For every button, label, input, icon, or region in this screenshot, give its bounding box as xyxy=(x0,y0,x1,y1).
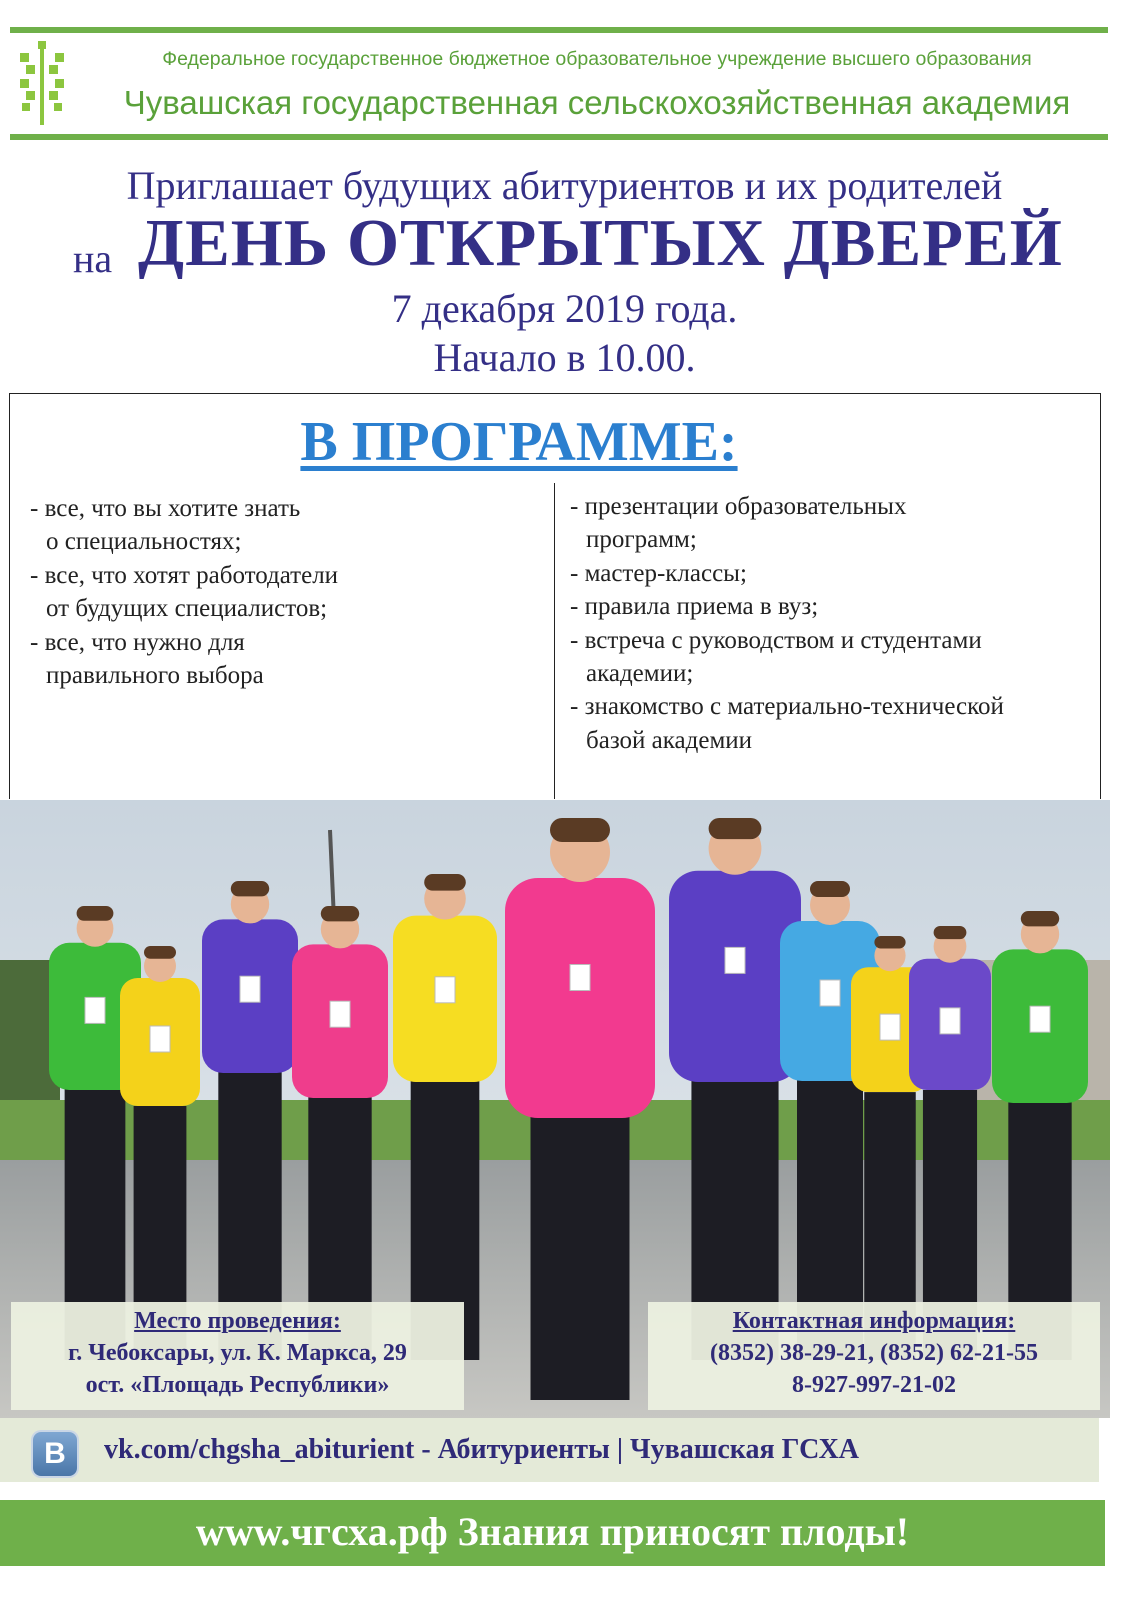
program-left-list xyxy=(30,492,338,692)
list-item: - правила приема в вуз; xyxy=(570,593,819,621)
header-academy-name: Чувашская государственная сельскохозяйственная академия xyxy=(123,84,1071,121)
venue-title: Место проведения: xyxy=(134,1308,341,1334)
contact-phones: (8352) 38-29-21, (8352) 62-21-55 xyxy=(710,1340,1038,1366)
contact-panel xyxy=(648,1302,1100,1410)
venue-panel xyxy=(11,1302,464,1410)
list-item: от будущих специалистов; xyxy=(46,595,328,623)
list-item: - все, что нужно для xyxy=(30,628,245,656)
event-title: ДЕНЬ ОТКРЫТЫХ ДВЕРЕЙ xyxy=(138,206,1063,280)
list-item: - презентации образовательных xyxy=(570,493,907,520)
program-right-list xyxy=(570,490,1004,757)
list-item: базой академии xyxy=(586,726,753,754)
header-institution-type: Федеральное государственное бюджетное образовательное учреждение высшего образования xyxy=(162,48,1032,70)
event-date: 7 декабря 2019 года. xyxy=(391,286,738,331)
vk-link[interactable]: vk.com/chgsha_abiturient - Абитуриенты | Чувашская ГСХА xyxy=(104,1434,860,1465)
venue-address: г. Чебоксары, ул. К. Маркса, 29 xyxy=(68,1340,407,1366)
program-column-divider xyxy=(554,483,555,799)
list-item: - встреча с руководством и студентами xyxy=(570,626,982,654)
venue-stop: ост. «Площадь Республики» xyxy=(85,1372,390,1398)
event-start-time: Начало в 10.00. xyxy=(433,335,696,380)
event-prefix: на xyxy=(73,236,113,281)
header-top-rule xyxy=(10,27,1108,33)
list-item: программ; xyxy=(586,526,697,554)
list-item: академии; xyxy=(586,660,694,688)
contact-mobile: 8-927-997-21-02 xyxy=(792,1372,956,1398)
vk-icon[interactable]: B xyxy=(33,1432,77,1476)
header-bottom-rule xyxy=(10,134,1108,140)
list-item: - знакомство с материально-технической xyxy=(570,693,1004,721)
list-item: - мастер-классы; xyxy=(570,559,747,587)
list-item: о специальностях; xyxy=(46,528,242,556)
list-item: - все, что вы хотите знать xyxy=(30,495,301,522)
academy-logo-icon xyxy=(18,37,66,129)
list-item: - все, что хотят работодатели xyxy=(30,561,339,589)
footer-slogan: www.чгсха.рф Знания приносят плоды! xyxy=(195,1509,910,1554)
invitation-line: Приглашает будущих абитуриентов и их родителей xyxy=(126,163,1003,208)
contact-title: Контактная информация: xyxy=(732,1308,1016,1334)
program-title: В ПРОГРАММЕ: xyxy=(300,411,738,473)
list-item: правильного выбора xyxy=(46,662,264,690)
